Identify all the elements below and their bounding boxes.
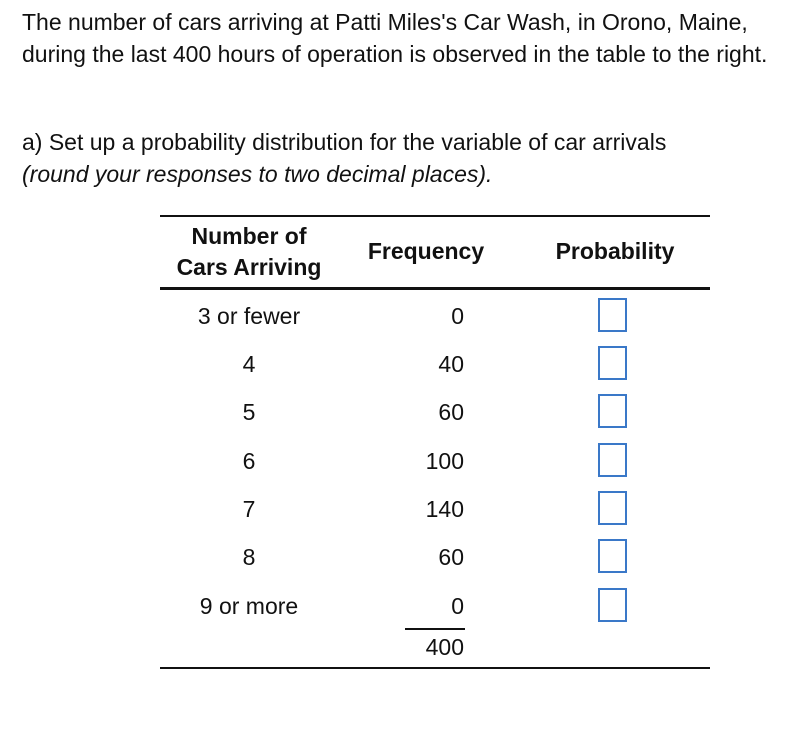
table-top-rule — [160, 215, 710, 217]
cars-cell: 5 — [242, 399, 256, 425]
table-row — [160, 586, 710, 634]
cars-cell: 7 — [242, 496, 256, 522]
table-row — [160, 537, 710, 585]
frequency-cell: 100 — [425, 448, 464, 474]
probability-input-4[interactable] — [598, 346, 627, 380]
frequency-cell: 0 — [451, 593, 464, 619]
probability-input-8[interactable] — [598, 539, 627, 573]
table-header-rule — [160, 287, 710, 290]
probability-input-7[interactable] — [598, 491, 627, 525]
frequency-cell: 0 — [451, 303, 464, 329]
table-row — [160, 392, 710, 440]
header-frequency: Frequency — [367, 238, 485, 264]
question-text — [22, 126, 782, 190]
table-row — [160, 344, 710, 392]
cars-cell: 8 — [242, 544, 256, 570]
probability-input-6[interactable] — [598, 443, 627, 477]
probability-input-3-or-fewer[interactable] — [598, 298, 627, 332]
question-prompt: a) Set up a probability distribution for the variable of car arrivals — [22, 129, 667, 155]
cars-cell: 4 — [242, 351, 256, 377]
frequency-cell: 60 — [438, 399, 464, 425]
frequency-cell: 60 — [438, 544, 464, 570]
header-cars-line2: Cars Arriving — [176, 254, 322, 280]
cars-cell: 3 or fewer — [197, 303, 301, 329]
table-row — [160, 489, 710, 537]
distribution-table — [160, 215, 710, 671]
intro-text: The number of cars arriving at Patti Miles's Car Wash, in Orono, Maine, during the last 400 hours of operation is observed in the table to the right. — [22, 9, 768, 67]
header-cars-line1: Number of — [191, 223, 307, 249]
probability-input-5[interactable] — [598, 394, 627, 428]
frequency-total: 400 — [425, 634, 464, 660]
question-rounding-note: (round your responses to two decimal places). — [22, 161, 493, 187]
probability-input-9-or-more[interactable] — [598, 588, 627, 622]
frequency-cell: 40 — [438, 351, 464, 377]
table-row — [160, 296, 710, 344]
header-cars-arriving — [160, 221, 338, 283]
cars-cell: 9 or more — [199, 593, 299, 619]
table-bottom-rule — [160, 667, 710, 669]
table-row — [160, 441, 710, 489]
header-probability: Probability — [555, 238, 675, 264]
frequency-cell: 140 — [425, 496, 464, 522]
cars-cell: 6 — [242, 448, 256, 474]
